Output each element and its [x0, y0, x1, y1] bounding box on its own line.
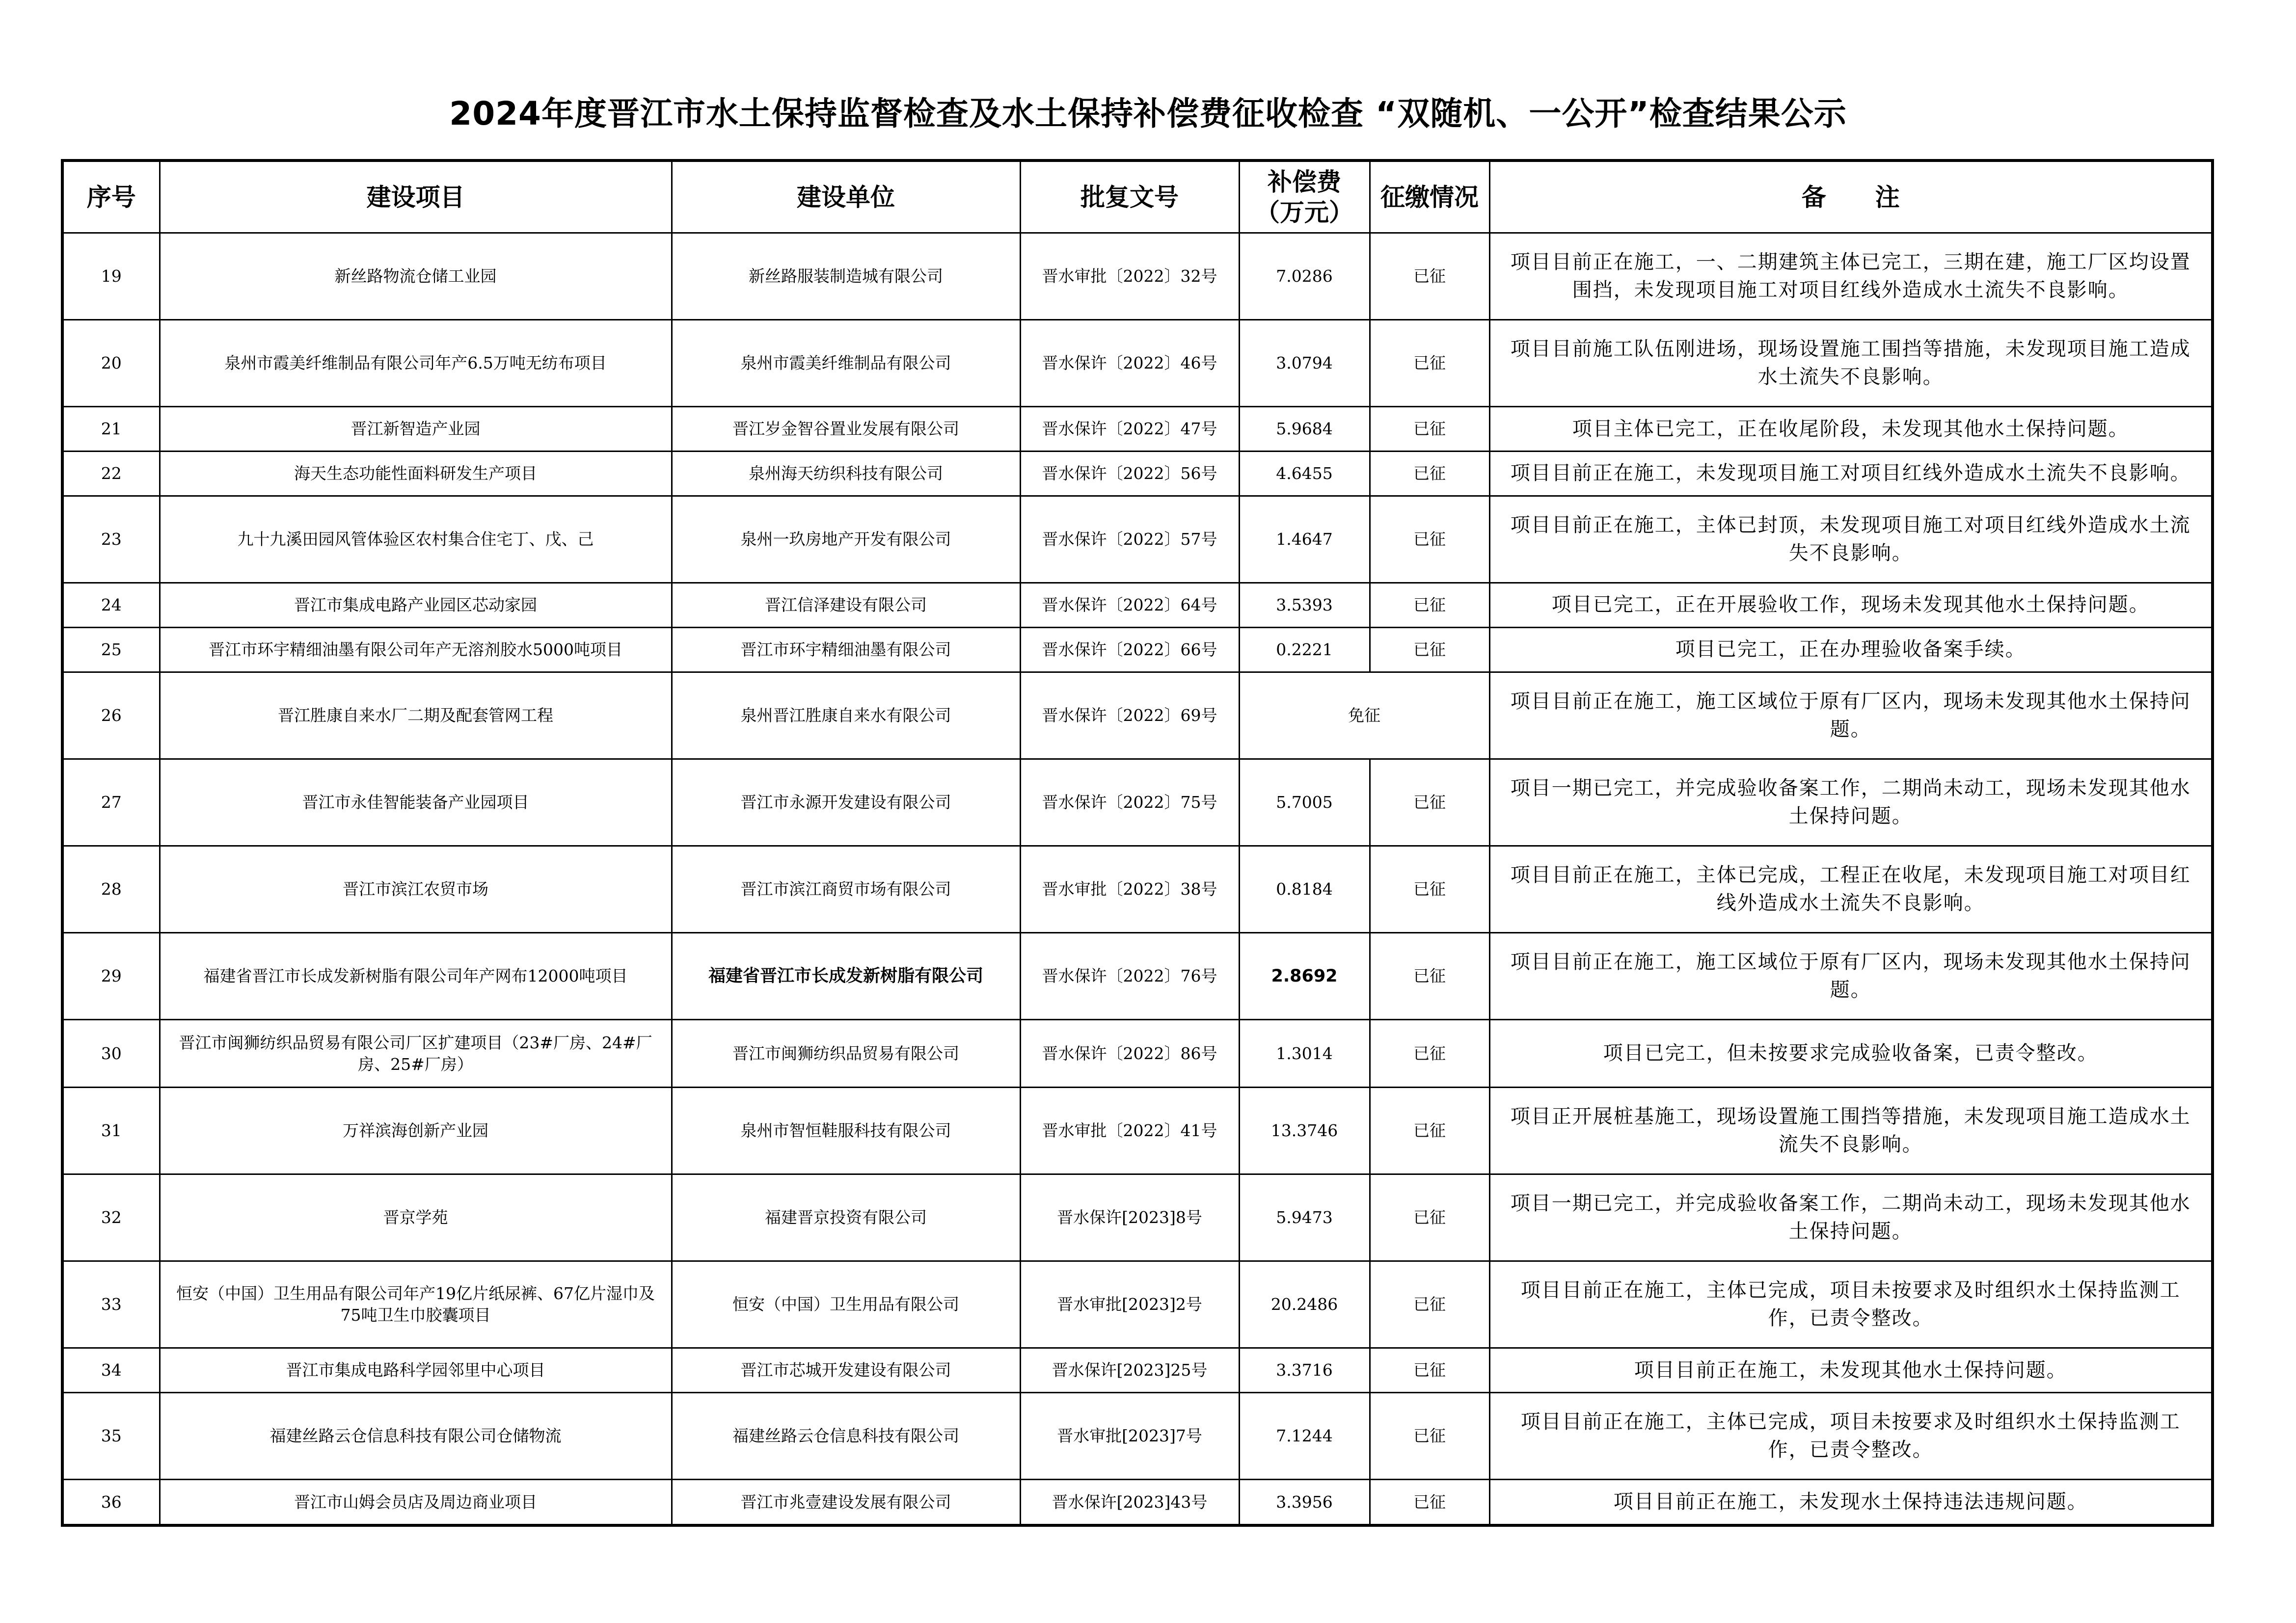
cell-remarks: 项目目前正在施工，主体已完成，项目未按要求及时组织水土保持监测工作，已责令整改。: [1489, 1261, 2213, 1348]
cell-status: 已征: [1370, 1393, 1489, 1480]
cell-status: 已征: [1370, 1261, 1489, 1348]
cell-fee: 0.2221: [1239, 627, 1370, 672]
cell-fee-status-merged: 免征: [1239, 672, 1489, 759]
header-approval: 批复文号: [1020, 160, 1239, 233]
cell-project: 福建省晋江市长成发新树脂有限公司年产网布12000吨项目: [160, 933, 672, 1020]
cell-seq: 20: [62, 320, 160, 407]
table-row: [62, 1261, 2213, 1348]
cell-approval: 晋水保许〔2022〕47号: [1020, 407, 1239, 452]
cell-project: 恒安（中国）卫生用品有限公司年产19亿片纸尿裤、67亿片湿巾及75吨卫生巾胶囊项目: [160, 1261, 672, 1348]
cell-unit: 泉州海天纺织科技有限公司: [672, 452, 1020, 496]
cell-fee: 3.3956: [1239, 1480, 1370, 1525]
cell-unit: 泉州市智恒鞋服科技有限公司: [672, 1087, 1020, 1174]
cell-unit: 晋江市滨江商贸市场有限公司: [672, 846, 1020, 932]
cell-project: 晋江市闽狮纺织品贸易有限公司厂区扩建项目（23#厂房、24#厂房、25#厂房）: [160, 1020, 672, 1088]
cell-unit: 泉州市霞美纤维制品有限公司: [672, 320, 1020, 407]
cell-remarks: 项目目前正在施工，一、二期建筑主体已完工，三期在建，施工厂区均设置围挡，未发现项目施工对项目红线外造成水土流失不良影响。: [1489, 233, 2213, 320]
table-row: [62, 846, 2213, 932]
table-row: [62, 452, 2213, 496]
cell-fee: 1.4647: [1239, 496, 1370, 583]
cell-approval: 晋水审批〔2022〕32号: [1020, 233, 1239, 320]
header-remarks: 备 注: [1489, 160, 2213, 233]
cell-project: 福建丝路云仓信息科技有限公司仓储物流: [160, 1393, 672, 1480]
cell-status: 已征: [1370, 452, 1489, 496]
cell-remarks: 项目目前施工队伍刚进场，现场设置施工围挡等措施，未发现项目施工造成水土流失不良影响。: [1489, 320, 2213, 407]
table-row: [62, 1087, 2213, 1174]
cell-approval: 晋水审批[2023]2号: [1020, 1261, 1239, 1348]
cell-fee: 3.3716: [1239, 1348, 1370, 1393]
cell-status: 已征: [1370, 933, 1489, 1020]
cell-seq: 29: [62, 933, 160, 1020]
cell-seq: 36: [62, 1480, 160, 1525]
cell-remarks: 项目目前正在施工，施工区域位于原有厂区内，现场未发现其他水土保持问题。: [1489, 672, 2213, 759]
table-row: [62, 233, 2213, 320]
cell-unit: 晋江市永源开发建设有限公司: [672, 759, 1020, 846]
cell-unit: 福建省晋江市长成发新树脂有限公司: [672, 933, 1020, 1020]
cell-remarks: 项目正开展桩基施工，现场设置施工围挡等措施，未发现项目施工造成水土流失不良影响。: [1489, 1087, 2213, 1174]
cell-seq: 19: [62, 233, 160, 320]
cell-status: 已征: [1370, 320, 1489, 407]
cell-approval: 晋水保许[2023]43号: [1020, 1480, 1239, 1525]
cell-remarks: 项目目前正在施工，主体已完成，工程正在收尾，未发现项目施工对项目红线外造成水土流失不良影响。: [1489, 846, 2213, 932]
cell-approval: 晋水保许[2023]25号: [1020, 1348, 1239, 1393]
cell-unit: 泉州一玖房地产开发有限公司: [672, 496, 1020, 583]
page-title: 2024年度晋江市水土保持监督检查及水土保持补偿费征收检查 “双随机、一公开”检查结果公示: [449, 95, 1847, 133]
cell-remarks: 项目目前正在施工，施工区域位于原有厂区内，现场未发现其他水土保持问题。: [1489, 933, 2213, 1020]
cell-fee: 4.6455: [1239, 452, 1370, 496]
cell-unit: 晋江市兆壹建设发展有限公司: [672, 1480, 1020, 1525]
cell-remarks: 项目一期已完工，并完成验收备案工作，二期尚未动工，现场未发现其他水土保持问题。: [1489, 1174, 2213, 1261]
cell-status: 已征: [1370, 583, 1489, 628]
header-row: [62, 160, 2213, 233]
header-unit: 建设单位: [672, 160, 1020, 233]
cell-unit: 晋江市闽狮纺织品贸易有限公司: [672, 1020, 1020, 1088]
cell-project: 万祥滨海创新产业园: [160, 1087, 672, 1174]
table-row: [62, 407, 2213, 452]
cell-approval: 晋水保许[2023]8号: [1020, 1174, 1239, 1261]
cell-approval: 晋水保许〔2022〕69号: [1020, 672, 1239, 759]
cell-project: 晋江市环宇精细油墨有限公司年产无溶剂胶水5000吨项目: [160, 627, 672, 672]
cell-remarks: 项目目前正在施工，主体已封顶，未发现项目施工对项目红线外造成水土流失不良影响。: [1489, 496, 2213, 583]
cell-unit: 泉州晋江胜康自来水有限公司: [672, 672, 1020, 759]
table-row: [62, 1393, 2213, 1480]
cell-status: 已征: [1370, 846, 1489, 932]
cell-seq: 35: [62, 1393, 160, 1480]
cell-status: 已征: [1370, 1174, 1489, 1261]
table-row: [62, 583, 2213, 628]
cell-remarks: 项目已完工，但未按要求完成验收备案，已责令整改。: [1489, 1020, 2213, 1088]
cell-remarks: 项目已完工，正在开展验收工作，现场未发现其他水土保持问题。: [1489, 583, 2213, 628]
cell-project: 晋江市永佳智能装备产业园项目: [160, 759, 672, 846]
cell-approval: 晋水保许〔2022〕75号: [1020, 759, 1239, 846]
cell-fee: 7.0286: [1239, 233, 1370, 320]
cell-seq: 27: [62, 759, 160, 846]
header-fee: 补偿费（万元）: [1239, 160, 1370, 233]
cell-approval: 晋水保许〔2022〕64号: [1020, 583, 1239, 628]
header-project: 建设项目: [160, 160, 672, 233]
cell-unit: 福建晋京投资有限公司: [672, 1174, 1020, 1261]
cell-approval: 晋水保许〔2022〕56号: [1020, 452, 1239, 496]
cell-approval: 晋水审批〔2022〕38号: [1020, 846, 1239, 932]
cell-fee: 2.8692: [1239, 933, 1370, 1020]
cell-status: 已征: [1370, 759, 1489, 846]
table-row: [62, 1020, 2213, 1088]
cell-remarks: 项目已完工，正在办理验收备案手续。: [1489, 627, 2213, 672]
cell-project: 晋江新智造产业园: [160, 407, 672, 452]
cell-seq: 28: [62, 846, 160, 932]
cell-project: 晋江市集成电路产业园区芯动家园: [160, 583, 672, 628]
cell-seq: 31: [62, 1087, 160, 1174]
cell-project: 九十九溪田园风管体验区农村集合住宅丁、戊、己: [160, 496, 672, 583]
header-seq: 序号: [62, 160, 160, 233]
cell-approval: 晋水审批〔2022〕41号: [1020, 1087, 1239, 1174]
cell-fee: 5.7005: [1239, 759, 1370, 846]
table-row: [62, 1348, 2213, 1393]
cell-approval: 晋水保许〔2022〕46号: [1020, 320, 1239, 407]
cell-fee: 1.3014: [1239, 1020, 1370, 1088]
cell-project: 晋江市山姆会员店及周边商业项目: [160, 1480, 672, 1525]
cell-project: 新丝路物流仓储工业园: [160, 233, 672, 320]
cell-remarks: 项目目前正在施工，未发现其他水土保持问题。: [1489, 1348, 2213, 1393]
cell-fee: 20.2486: [1239, 1261, 1370, 1348]
results-table: [61, 159, 2214, 1527]
table-row: [62, 320, 2213, 407]
cell-seq: 33: [62, 1261, 160, 1348]
cell-status: 已征: [1370, 1480, 1489, 1525]
cell-project: 泉州市霞美纤维制品有限公司年产6.5万吨无纺布项目: [160, 320, 672, 407]
cell-fee: 3.0794: [1239, 320, 1370, 407]
cell-unit: 晋江信泽建设有限公司: [672, 583, 1020, 628]
table-row: [62, 672, 2213, 759]
table-row: [62, 1174, 2213, 1261]
cell-unit: 福建丝路云仓信息科技有限公司: [672, 1393, 1020, 1480]
cell-unit: 恒安（中国）卫生用品有限公司: [672, 1261, 1020, 1348]
cell-fee: 0.8184: [1239, 846, 1370, 932]
cell-project: 海天生态功能性面料研发生产项目: [160, 452, 672, 496]
table-row: [62, 627, 2213, 672]
header-status: 征缴情况: [1370, 160, 1489, 233]
cell-fee: 13.3746: [1239, 1087, 1370, 1174]
cell-approval: 晋水保许〔2022〕76号: [1020, 933, 1239, 1020]
cell-seq: 32: [62, 1174, 160, 1261]
cell-seq: 21: [62, 407, 160, 452]
cell-status: 已征: [1370, 1348, 1489, 1393]
cell-seq: 25: [62, 627, 160, 672]
cell-approval: 晋水保许〔2022〕86号: [1020, 1020, 1239, 1088]
cell-approval: 晋水保许〔2022〕66号: [1020, 627, 1239, 672]
cell-unit: 新丝路服装制造城有限公司: [672, 233, 1020, 320]
cell-remarks: 项目目前正在施工，未发现项目施工对项目红线外造成水土流失不良影响。: [1489, 452, 2213, 496]
cell-approval: 晋水审批[2023]7号: [1020, 1393, 1239, 1480]
cell-status: 已征: [1370, 233, 1489, 320]
cell-fee: 3.5393: [1239, 583, 1370, 628]
cell-unit: 晋江市芯城开发建设有限公司: [672, 1348, 1020, 1393]
cell-project: 晋京学苑: [160, 1174, 672, 1261]
cell-fee: 5.9473: [1239, 1174, 1370, 1261]
cell-remarks: 项目主体已完工，正在收尾阶段，未发现其他水土保持问题。: [1489, 407, 2213, 452]
cell-fee: 5.9684: [1239, 407, 1370, 452]
cell-project: 晋江市滨江农贸市场: [160, 846, 672, 932]
cell-seq: 30: [62, 1020, 160, 1088]
cell-status: 已征: [1370, 627, 1489, 672]
cell-project: 晋江市集成电路科学园邻里中心项目: [160, 1348, 672, 1393]
cell-fee: 7.1244: [1239, 1393, 1370, 1480]
table-row: [62, 933, 2213, 1020]
cell-remarks: 项目一期已完工，并完成验收备案工作，二期尚未动工，现场未发现其他水土保持问题。: [1489, 759, 2213, 846]
table-row: [62, 1480, 2213, 1525]
cell-approval: 晋水保许〔2022〕57号: [1020, 496, 1239, 583]
cell-remarks: 项目目前正在施工，未发现水土保持违法违规问题。: [1489, 1480, 2213, 1525]
cell-unit: 晋江岁金智谷置业发展有限公司: [672, 407, 1020, 452]
table-row: [62, 496, 2213, 583]
cell-status: 已征: [1370, 1087, 1489, 1174]
cell-status: 已征: [1370, 407, 1489, 452]
cell-remarks: 项目目前正在施工，主体已完成，项目未按要求及时组织水土保持监测工作，已责令整改。: [1489, 1393, 2213, 1480]
cell-seq: 34: [62, 1348, 160, 1393]
cell-project: 晋江胜康自来水厂二期及配套管网工程: [160, 672, 672, 759]
cell-seq: 22: [62, 452, 160, 496]
cell-status: 已征: [1370, 1020, 1489, 1088]
cell-seq: 26: [62, 672, 160, 759]
cell-seq: 23: [62, 496, 160, 583]
table-row: [62, 759, 2213, 846]
cell-status: 已征: [1370, 496, 1489, 583]
cell-seq: 24: [62, 583, 160, 628]
cell-unit: 晋江市环宇精细油墨有限公司: [672, 627, 1020, 672]
